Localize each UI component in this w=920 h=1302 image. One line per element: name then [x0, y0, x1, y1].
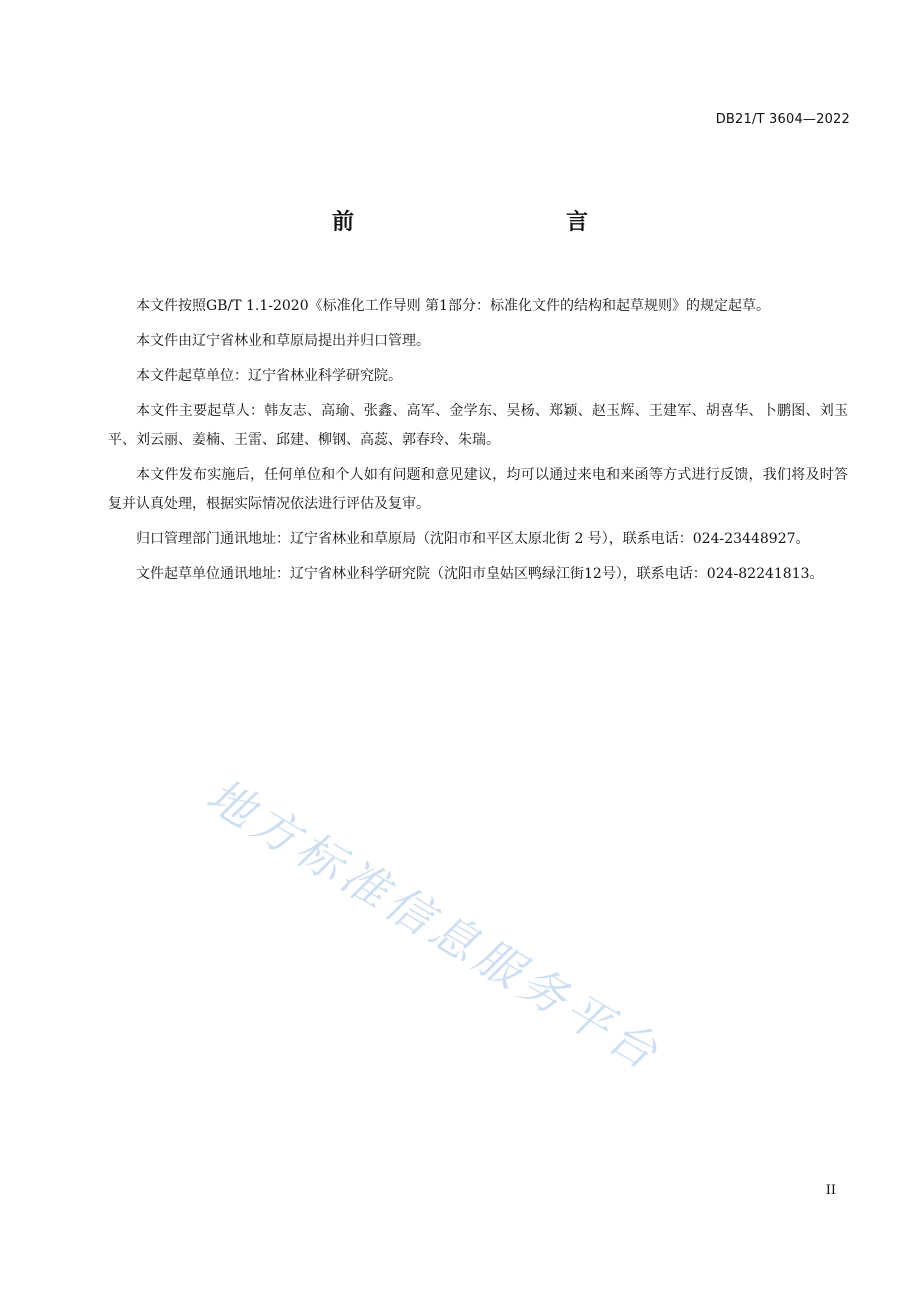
paragraph-proposer: 本文件由辽宁省林业和草原局提出并归口管理。: [136, 333, 430, 349]
document-code: DB21/T 3604—2022: [715, 112, 850, 127]
paragraph-drafting-unit: 本文件起草单位：辽宁省林业科学研究院。: [136, 368, 402, 384]
paragraph-drafter-address: 文件起草单位通讯地址：辽宁省林业科学研究院（沈阳市皇姑区鸭绿江街12号），联系电话：024-82241813。: [136, 566, 824, 582]
foreword-body: [108, 292, 848, 595]
paragraph-admin-address: 归口管理部门通讯地址：辽宁省林业和草原局（沈阳市和平区太原北街 2 号），联系电话：024-23448927。: [136, 531, 810, 547]
page-number: II: [825, 1183, 836, 1198]
watermark: 地方标准信息服务平台: [197, 767, 672, 1082]
paragraph-drafters: 本文件主要起草人：韩友志、高瑜、张鑫、高军、金学东、吴杨、郑颖、赵玉辉、王建军、胡喜华、卜鹏图、刘玉平、刘云丽、姜楠、王雷、邱建、柳钢、高蕊、郭春玲、朱瑞。: [108, 403, 848, 448]
page-title: 前 言: [331, 210, 644, 235]
paragraph-drafting-rules: 本文件按照GB/T 1.1-2020《标准化工作导则 第1部分：标准化文件的结构和起草规则》的规定起草。: [136, 298, 770, 314]
paragraph-feedback: 本文件发布实施后，任何单位和个人如有问题和意见建议，均可以通过来电和来函等方式进行反馈，我们将及时答复并认真处理，根据实际情况依法进行评估及复审。: [108, 467, 848, 512]
